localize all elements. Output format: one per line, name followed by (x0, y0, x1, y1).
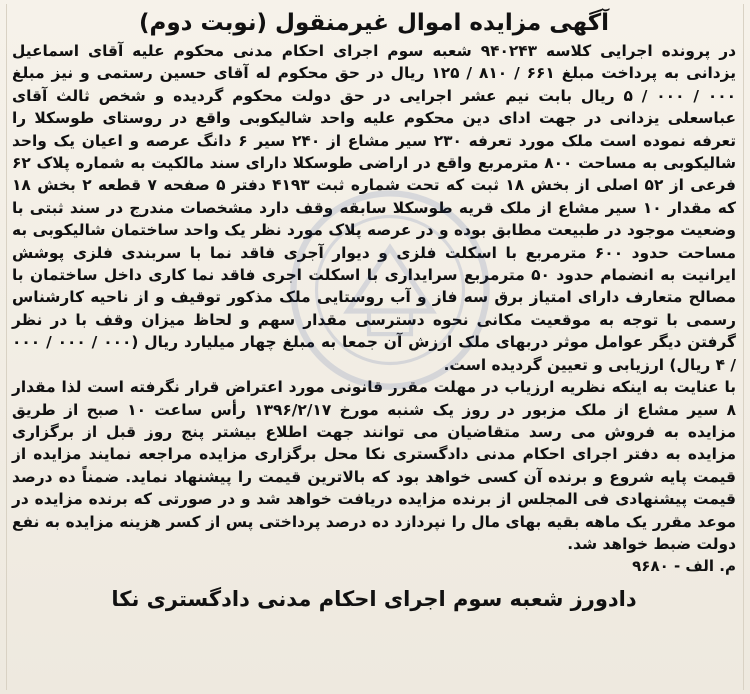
notice-paragraph-auction: با عنایت به اینکه نظریه ارزیاب در مهلت مقرر قانونی مورد اعتراض قرار نگرفته است لذا مقدار ۸ سیر مشاع از ملک مزبور در روز یک شنبه مورخ ۱۳۹۶/۲/۱۷ رأس ساعت ۱۰ صبح از طریق مزایده به فروش می رسد متقاضیان می توانند جهت اطلاع بیشتر پنج روز قبل از برگزاری مزایده به دفتر اجرای احکام مدنی دادگستری نکا محل برگزاری مزایده مراجعه نمایند مزایده از قیمت پایه شروع و برنده آن کسی خواهد بود که بالاترین قیمت را پیشنهاد نماید. ضمناً ده درصد قیمت پیشنهادی فی المجلس از برنده مزایده دریافت خواهد شد و در صورتی که برنده مزایده در موعد مقرر یک ماهه بقیه بهای مال را نپردازد ده درصد پرداختی پس از کسر هزینه مزایده به نفع دولت ضبط خواهد شد. (12, 378, 736, 553)
notice-body (12, 40, 736, 555)
notice-signature: دادورز شعبه سوم اجرای احکام مدنی دادگستری نکا (111, 587, 637, 612)
notice-paragraph-details: در پرونده اجرایی کلاسه ۹۴۰۲۴۳ شعبه سوم اجرای احکام مدنی محکوم علیه آقای اسماعیل یزدانی به پرداخت مبلغ ۶۶۱ / ۸۱۰ / ۱۲۵ ریال در حق محکوم له آقای حسین رستمی و نیز مبلغ ۰۰۰ / ۰۰۰ / ۵ ریال بابت نیم عشر اجرایی در حق دولت محکوم گردیده و شخص ثالث آقای عباسعلی یزدانی در جهت ادای دین محکوم علیه واحد شالیکوبی واقع در روستای طوسکلا را تعرفه نموده است ملک مورد تعرفه ۲۳۰ سیر مشاع از ۲۴۰ سیر ۶ دانگ عرصه و اعیان یک واحد شالیکوبی به مساحت ۸۰۰ مترمربع واقع در اراضی طوسکلا دارای سند مالکیت به شماره پلاک ۶۲ فرعی از ۵۲ اصلی از بخش ۱۸ ثبت که تحت شماره ثبت ۴۱۹۳ دفتر ۵ صفحه ۷ قطعه ۲ بخش ۱۸ که مقدار ۱۰ سیر مشاع از ملک قریه طوسکلا سابقه وقف دارد مشخصات مندرج در سند ثبتی با وضعیت موجود در طبیعت مطابق بوده و در عرصه پلاک مورد نظر یک واحد ساختمان شالیکوبی به مساحت حدود ۶۰۰ مترمربع با اسکلت فلزی و دیوار آجری فاقد نما با سربندی فلزی پوشش ایرانیت به انضمام حدود ۵۰ مترمربع سرایداری با اسکلت اجری فاقد نما کاری داخل ساختمان با مصالح متعارف دارای امتیاز برق سه فاز و آب روستایی ملک مذکور توقیف و از ناحیه کارشناس رسمی با توجه به موقعیت مکانی نحوه دسترسی مقدار سهم و لحاظ میزان وقف با در نظر گرفتن دیگر عوامل موثر دربهای ملک ارزش آن جمعا به مبلغ چهار میلیارد ریال (۰۰۰ / ۰۰۰ / ۰۰۰ / ۴ ریال) ارزیابی و تعیین گردیده است. (12, 42, 737, 374)
notice-title: آگهی مزایده اموال غیرمنقول (نوبت دوم) (138, 10, 610, 36)
reference-number: م. الف - ۹۶۸۰ (632, 557, 736, 576)
